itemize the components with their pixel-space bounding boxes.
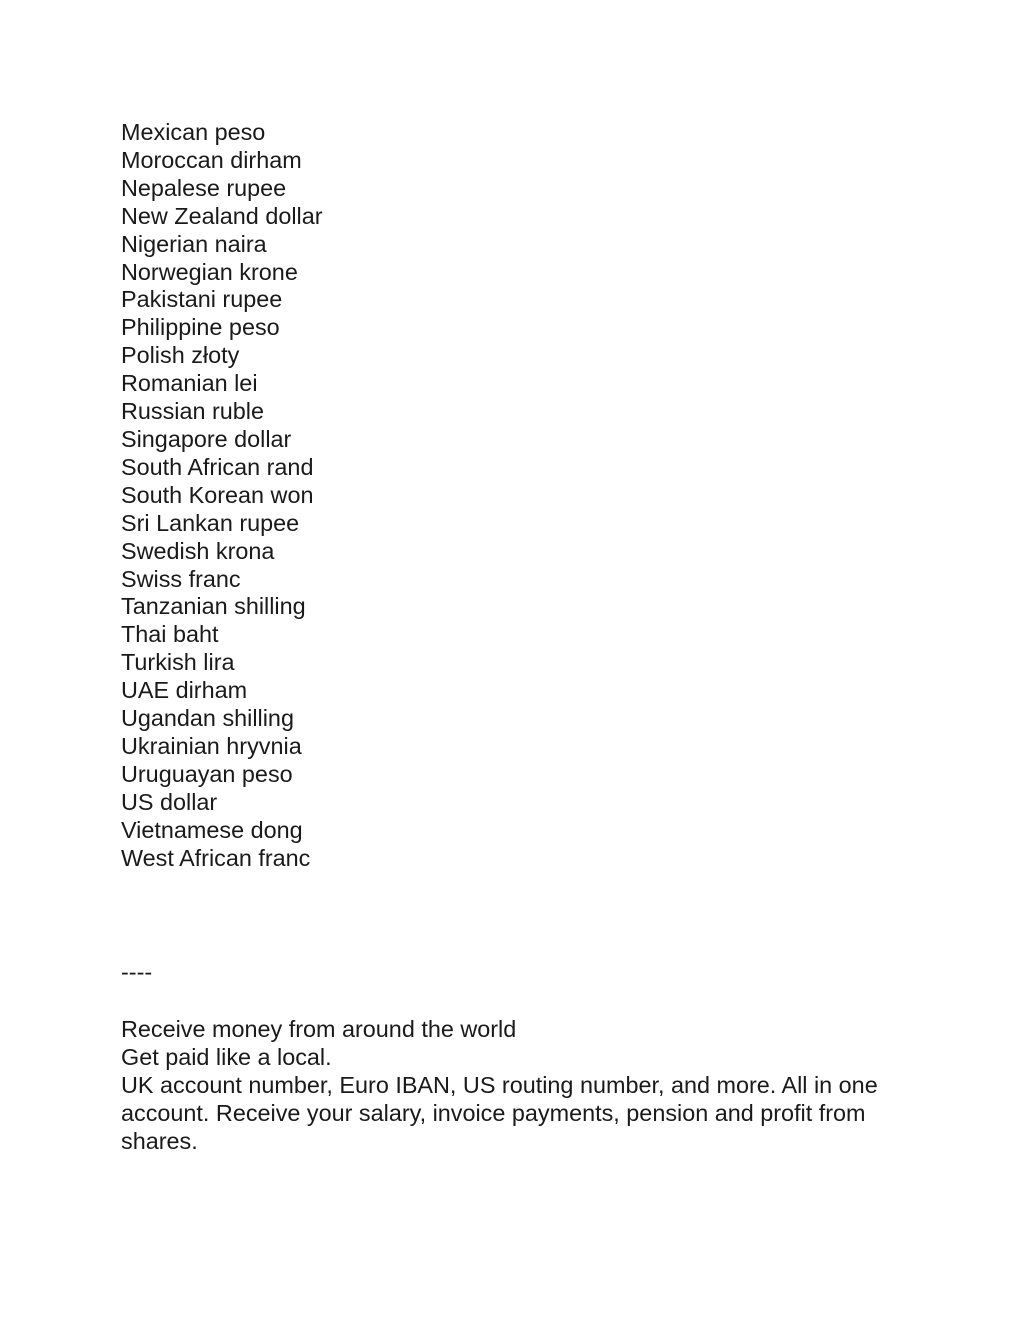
section-separator: ---- [121, 959, 153, 986]
currency-item: Turkish lira [121, 649, 235, 676]
currency-item: US dollar [121, 788, 218, 815]
currency-item: Nigerian naira [121, 230, 267, 257]
promo-section [121, 1016, 901, 1156]
currency-item: South Korean won [121, 481, 314, 508]
document-page [121, 119, 901, 1156]
currency-item: South African rand [121, 453, 314, 480]
currency-item: Moroccan dirham [121, 146, 302, 173]
currency-item: Vietnamese dong [121, 816, 303, 843]
currency-item: Russian ruble [121, 398, 265, 425]
currency-item: Swedish krona [121, 537, 275, 564]
promo-body: UK account number, Euro IBAN, US routing number, and more. All in one account. Receive your salary, invoice payments, pension and profit from shares. [121, 1072, 878, 1155]
currency-item: Ugandan shilling [121, 705, 294, 732]
currency-item: Mexican peso [121, 119, 266, 145]
currency-item: Sri Lankan rupee [121, 509, 300, 536]
currency-item: Norwegian krone [121, 258, 298, 285]
currency-item: Tanzanian shilling [121, 593, 306, 620]
currency-item: Romanian lei [121, 370, 258, 397]
currency-item: Ukrainian hryvnia [121, 732, 302, 759]
currency-item: Polish złoty [121, 342, 240, 369]
currency-item: Nepalese rupee [121, 174, 287, 201]
currency-item: Philippine peso [121, 314, 280, 341]
currency-item: Pakistani rupee [121, 286, 283, 313]
currency-item: Swiss franc [121, 565, 241, 592]
promo-heading: Receive money from around the world [121, 1016, 517, 1043]
currency-item: UAE dirham [121, 677, 248, 704]
currency-item: Thai baht [121, 621, 219, 648]
currency-list [121, 119, 901, 872]
currency-item: New Zealand dollar [121, 202, 323, 229]
currency-item: West African franc [121, 844, 311, 871]
currency-item: Uruguayan peso [121, 760, 293, 787]
currency-item: Singapore dollar [121, 425, 292, 452]
promo-subheading: Get paid like a local. [121, 1044, 332, 1071]
